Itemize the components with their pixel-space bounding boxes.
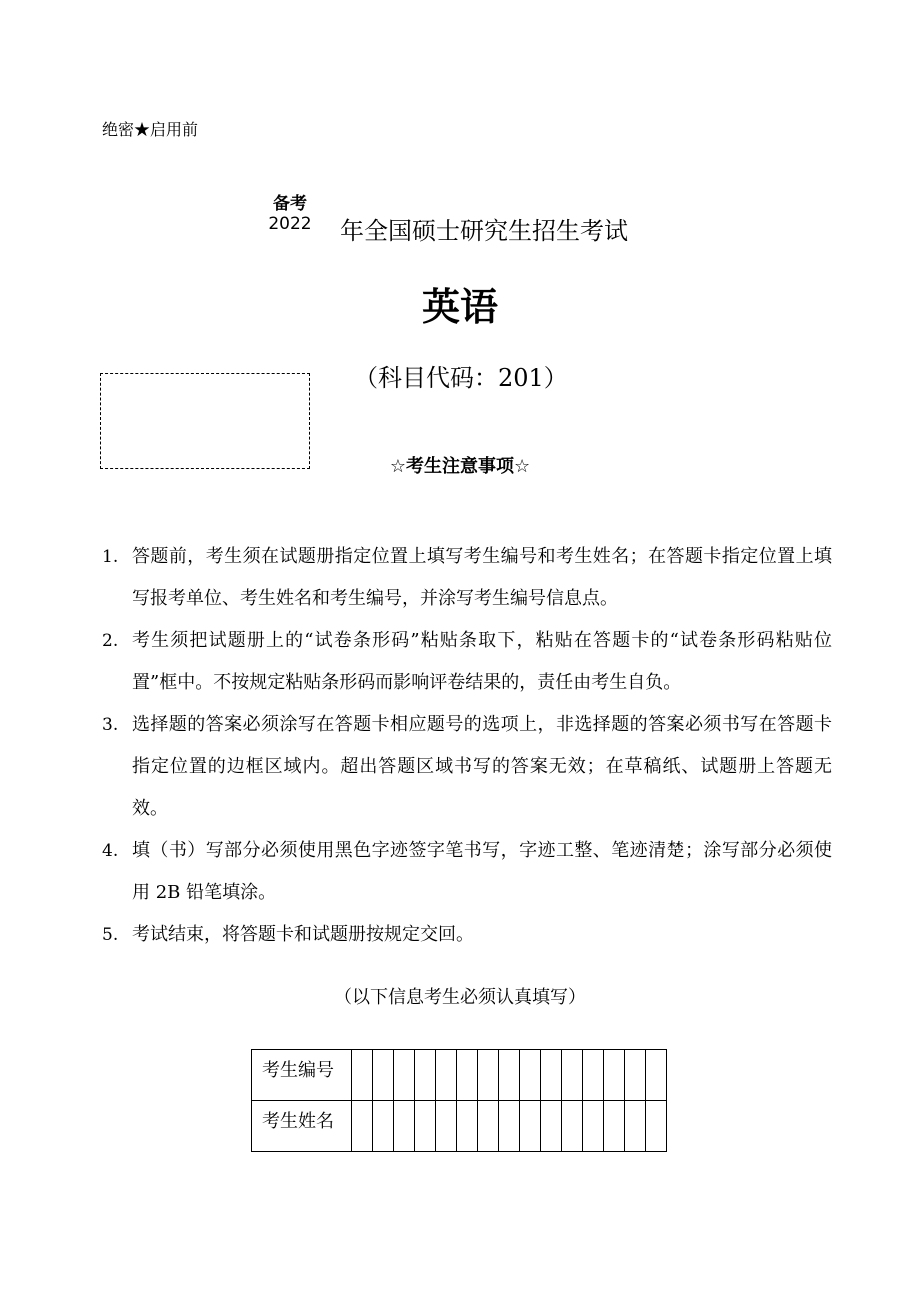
info-entry-box[interactable]: [478, 1050, 499, 1101]
info-entry-box[interactable]: [604, 1101, 625, 1152]
info-entry-box[interactable]: [457, 1101, 478, 1152]
exam-title: 年全国硕士研究生招生考试: [340, 217, 628, 245]
info-entry-box[interactable]: [352, 1101, 373, 1152]
subject-name: 英语: [421, 285, 498, 329]
notice-item: [102, 704, 832, 830]
notice-text: 填（书）写部分必须使用黑色字迹签字笔书写，字迹工整、笔迹清楚；涂写部分必须使用 2B 铅笔填涂。: [132, 840, 832, 903]
info-entry-box[interactable]: [499, 1050, 520, 1101]
notice-item: [102, 536, 832, 620]
notice-number: 4.: [102, 841, 119, 861]
info-entry-box[interactable]: [583, 1050, 604, 1101]
notice-number: 5.: [102, 925, 119, 945]
info-entry-box[interactable]: [394, 1050, 415, 1101]
info-entry-box[interactable]: [478, 1101, 499, 1152]
info-entry-box[interactable]: [604, 1050, 625, 1101]
info-entry-box[interactable]: [373, 1050, 394, 1101]
info-row: [252, 1101, 667, 1152]
info-entry-box[interactable]: [415, 1050, 436, 1101]
info-entry-box[interactable]: [562, 1050, 583, 1101]
subject-code: （科目代码：201）: [354, 364, 568, 392]
info-entry-box[interactable]: [394, 1101, 415, 1152]
notice-number: 2.: [102, 631, 119, 651]
info-entry-box[interactable]: [499, 1101, 520, 1152]
classification-label: 绝密★启用前: [102, 120, 199, 139]
candidate-info-table: [251, 1049, 667, 1152]
info-heading: （以下信息考生必须认真填写）: [334, 987, 586, 1008]
info-entry-box[interactable]: [436, 1101, 457, 1152]
notice-text: 选择题的答案必须涂写在答题卡相应题号的选项上，非选择题的答案必须书写在答题卡指定位置的边框区域内。超出答题区域书写的答案无效；在草稿纸、试题册上答题无效。: [132, 714, 832, 819]
info-entry-box[interactable]: [583, 1101, 604, 1152]
notice-number: 1.: [102, 547, 119, 567]
notice-item: [102, 620, 832, 704]
info-entry-box[interactable]: [646, 1101, 667, 1152]
info-entry-box[interactable]: [457, 1050, 478, 1101]
info-entry-box[interactable]: [541, 1050, 562, 1101]
info-row-label: 考生姓名: [252, 1101, 352, 1152]
notice-text: 考生须把试题册上的“试卷条形码”粘贴条取下，粘贴在答题卡的“试卷条形码粘贴位置”框中。不按规定粘贴条形码而影响评卷结果的，责任由考生自负。: [132, 630, 832, 693]
notice-item: [102, 914, 832, 956]
notice-number: 3.: [102, 715, 119, 735]
info-entry-box[interactable]: [625, 1101, 646, 1152]
notice-heading: ☆考生注意事项☆: [389, 456, 531, 477]
year-prefix: 备考: [273, 194, 307, 214]
info-row-label: 考生编号: [252, 1050, 352, 1101]
info-entry-box[interactable]: [373, 1101, 394, 1152]
info-entry-box[interactable]: [436, 1050, 457, 1101]
notice-text: 考试结束，将答题卡和试题册按规定交回。: [132, 924, 474, 945]
info-entry-box[interactable]: [520, 1101, 541, 1152]
exam-year-block: [264, 194, 316, 234]
info-row: [252, 1050, 667, 1101]
info-entry-box[interactable]: [520, 1050, 541, 1101]
info-entry-box[interactable]: [352, 1050, 373, 1101]
notice-item: [102, 830, 832, 914]
info-entry-box[interactable]: [415, 1101, 436, 1152]
info-entry-box[interactable]: [625, 1050, 646, 1101]
info-entry-box[interactable]: [541, 1101, 562, 1152]
exam-year: 2022: [268, 214, 312, 234]
info-entry-box[interactable]: [562, 1101, 583, 1152]
notice-list: [102, 536, 832, 956]
info-entry-box[interactable]: [646, 1050, 667, 1101]
notice-text: 答题前，考生须在试题册指定位置上填写考生编号和考生姓名；在答题卡指定位置上填写报考单位、考生姓名和考生编号，并涂写考生编号信息点。: [132, 546, 832, 609]
